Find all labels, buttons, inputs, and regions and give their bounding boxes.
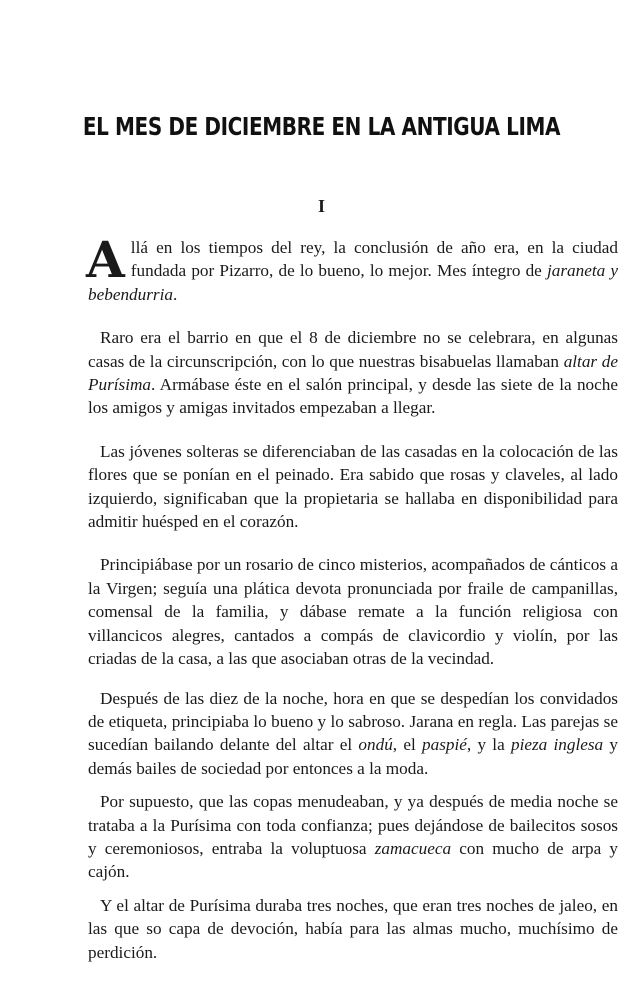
paragraph-2: [88, 326, 618, 420]
body-text: [86, 230, 619, 964]
italic-run: pieza inglesa: [510, 735, 604, 755]
paragraph-5: [88, 687, 618, 781]
text-run: , y la: [466, 735, 511, 755]
italic-run: ondú: [358, 735, 393, 755]
chapter-title: EL MES DE DICIEMBRE EN LA ANTIGUA LIMA: [82, 112, 561, 141]
paragraph-7: Y el altar de Purísima duraba tres noches, que eran tres noches de jaleo, en las que so capa de devoción, había para las almas mucho, muchísimo de perdición.: [88, 895, 618, 962]
text-run: y demás bailes de sociedad por entonces a la moda.: [88, 735, 619, 778]
section-number: I: [317, 196, 325, 216]
paragraph-4: Principiábase por un rosario de cinco misterios, acompañados de cánticos a la Virgen; seguía una plática devota pronunciada por fraile de campanillas, comensal de la familia, y dábase remate a la función religiosa con villancicos alegres, cantados a compás de clavicordio y violín, por las criadas de la casa, a las que asociaban otras de la vecindad.: [88, 555, 618, 669]
text-run: Después de las diez de la noche, hora en que se despedían los convidados de etiqueta, principiaba lo bueno y lo sabroso. Jarana en regla. Las parejas se sucedían bailando delante del altar el: [88, 688, 618, 755]
italic-run: zamacueca: [374, 838, 452, 858]
text-run: , el: [392, 735, 423, 755]
text-run: Raro era el barrio en que el 8 de diciembre no se celebrara, en algunas casas de la circunscripción, con lo que nuestras bisabuelas llamaban: [88, 328, 618, 371]
drop-cap: A: [86, 230, 125, 289]
text-run: . Armábase éste en el salón principal, y desde las siete de la noche los amigos y amigas invitados empezaban a llegar.: [88, 375, 618, 418]
italic-run: altar de Purísima: [88, 351, 618, 395]
paragraph-1: [86, 230, 619, 306]
paragraph-6: [88, 790, 618, 884]
text-run: llá en los tiempos del rey, la conclusión de año era, en la ciudad fundada por Pizarro, de lo bueno, lo mejor. Mes íntegro de: [130, 238, 618, 281]
italic-run: paspié: [422, 735, 467, 755]
italic-run: jaraneta y bebendurria: [88, 261, 619, 304]
text-run: .: [172, 284, 178, 304]
text-run: Por supuesto, que las copas menudeaban, y ya después de media noche se trataba a la Purísima con toda confianza; pues dejándose de bailecitos sosos y ceremoniosos, entraba la voluptuosa: [88, 792, 618, 858]
text-run: con mucho de arpa y cajón.: [88, 838, 618, 882]
paragraph-3: Las jóvenes solteras se diferenciaban de las casadas en la colocación de las flores que se ponían en el peinado. Era sabido que rosas y claveles, al lado izquierdo, significaban que la propietaria se hallaba en disponibilidad para admitir huésped en el corazón.: [88, 441, 618, 532]
